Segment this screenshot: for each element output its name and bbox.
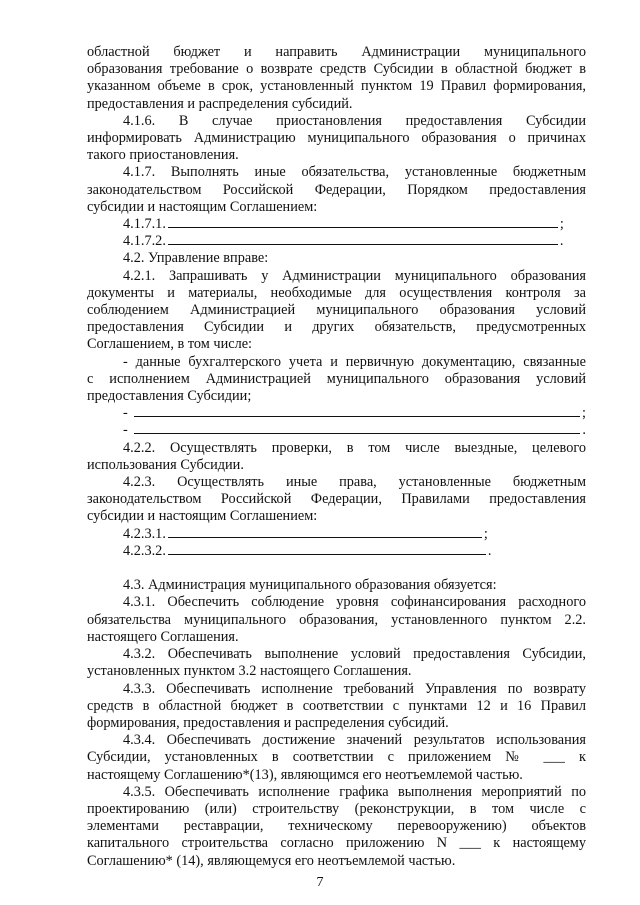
text-line: Соглашением, в том числе: [87,336,253,353]
text-line: 4.3.3. Обеспечивать исполнение требований Управления по возврату [123,680,586,697]
fill-line-label: 4.2.3.2. [123,542,166,559]
fill-line-4-1-7-2 [87,233,586,250]
clause-4-1-7 [87,164,586,216]
text-line: соблюдением Администрацией муниципального образования условий [87,302,586,319]
text-line: предоставления Субсидии и других обязательств, предусмотренных [87,319,586,336]
text-line: средств в областной бюджет в соответствии с пунктами 12 и 16 Правил [87,697,586,714]
fill-line-label: 4.1.7.2. [123,233,166,250]
blank-underline [168,536,482,538]
text-line: 4.2.1. Запрашивать у Администрации муниципального образования [123,267,586,284]
clause-4-3-1 [87,594,586,646]
fill-line-label: 4.2.3.1. [123,525,166,542]
text-line: настоящего Соглашения. [87,628,239,645]
text-line: субсидии и настоящим Соглашением: [87,508,318,525]
text-line: капитального строительства согласно приложению N ___ к настоящему [87,835,586,852]
clause-4-2-1-list-item [87,354,586,406]
text-line: указанном объеме в срок, установленный пунктом 19 Правил формирования, [87,78,586,95]
text-line: законодательством Российской Федерации, Порядком предоставления [87,181,586,198]
text-line: 4.2.3. Осуществлять иные права, установленные бюджетным [123,474,586,491]
fill-line-4-2-3-2 [87,543,586,560]
text-line: такого приостановления. [87,147,239,164]
blank-underline [168,226,558,228]
page-number: 7 [316,875,324,890]
text-line: информировать Администрацию муниципального образования о причинах [87,130,586,147]
blank-underline [168,553,486,555]
fill-line-label: 4.1.7.1. [123,216,166,233]
text-line: обязательства муниципального образования, установленного пунктом 2.2. [87,611,586,628]
text-line: 4.3.2. Обеспечивать выполнение условий предоставления Субсидии, [123,646,586,663]
text-line: - данные бухгалтерского учета и первичную документацию, связанные [123,353,586,370]
blank-underline [168,243,558,245]
clause-4-2-1 [87,268,586,354]
text-line: Соглашению* (14), являющемуся его неотъемлемой частью. [87,852,456,869]
clause-4-2-heading: 4.2. Управление вправе: [123,250,269,267]
text-line: установленных пунктом 3.2 настоящего Соглашения. [87,663,412,680]
fill-line-end: . [582,422,586,439]
fill-line-4-1-7-1 [87,216,586,233]
fill-line-end: . [559,233,564,250]
fill-line-end: ; [582,405,586,422]
clause-4-3-5 [87,784,586,870]
clause-4-3-4 [87,732,586,784]
fill-line-end: ; [559,216,564,233]
text-line: субсидии и настоящим Соглашением: [87,198,318,215]
blank-underline [134,432,581,434]
text-line: Субсидии, установленных в соответствии с приложением № ___ к [87,749,586,766]
clause-4-2-2 [87,440,586,474]
blank-underline [134,415,580,417]
text-line: законодательством Российской Федерации, Правилами предоставления [87,491,586,508]
text-line: проектированию (или) строительству (реконструкции, в том числе с [87,800,586,817]
clause-4-2-3 [87,474,586,526]
text-line: элементами реставрации, техническому перевооружению) объектов [87,818,586,835]
fill-line-end: ; [483,525,488,542]
dash-marker: - [123,405,128,422]
clause-4-3-3 [87,681,586,733]
text-line: областной бюджет и направить Администрации муниципального [87,44,586,60]
text-line: образования требование о возврате средств Субсидии в областной бюджет в [87,61,586,78]
text-line: формирования, предоставления и распределения субсидий. [87,714,449,731]
clause-4-3-2 [87,646,586,680]
text-line: 4.3.4. Обеспечивать достижение значений результатов использования [123,732,586,749]
text-line: документы и материалы, необходимые для осуществления контроля за [87,284,586,301]
paragraph-return-requirement [87,44,586,113]
clause-4-3-heading: 4.3. Администрация муниципального образования обязуется: [123,577,497,594]
text-line: использования Субсидии. [87,456,244,473]
clause-4-1-6 [87,113,586,165]
text-line: предоставления Субсидии; [87,388,252,405]
text-line: настоящему Соглашению*(13), являющимся его неотъемлемой частью. [87,766,523,783]
text-line: 4.2.2. Осуществлять проверки, в том числе выездные, целевого [123,439,586,456]
document-body [87,44,586,870]
blank-space [87,560,586,577]
fill-line-4-2-3-1 [87,526,586,543]
text-line: предоставления и распределения субсидий. [87,95,353,112]
text-line: 4.3.5. Обеспечивать исполнение графика выполнения мероприятий по [123,783,586,800]
fill-line-end: . [487,542,492,559]
dash-fill-line-1 [87,405,586,422]
text-line: 4.3.1. Обеспечить соблюдение уровня софинансирования расходного [123,594,586,611]
dash-marker: - [123,422,128,439]
dash-fill-line-2 [87,422,586,439]
text-line: 4.1.7. Выполнять иные обязательства, установленные бюджетным [123,164,586,181]
text-line: 4.1.6. В случае приостановления предоставления Субсидии [123,112,586,129]
text-line: с исполнением Администрацией муниципального образования условий [87,370,586,387]
